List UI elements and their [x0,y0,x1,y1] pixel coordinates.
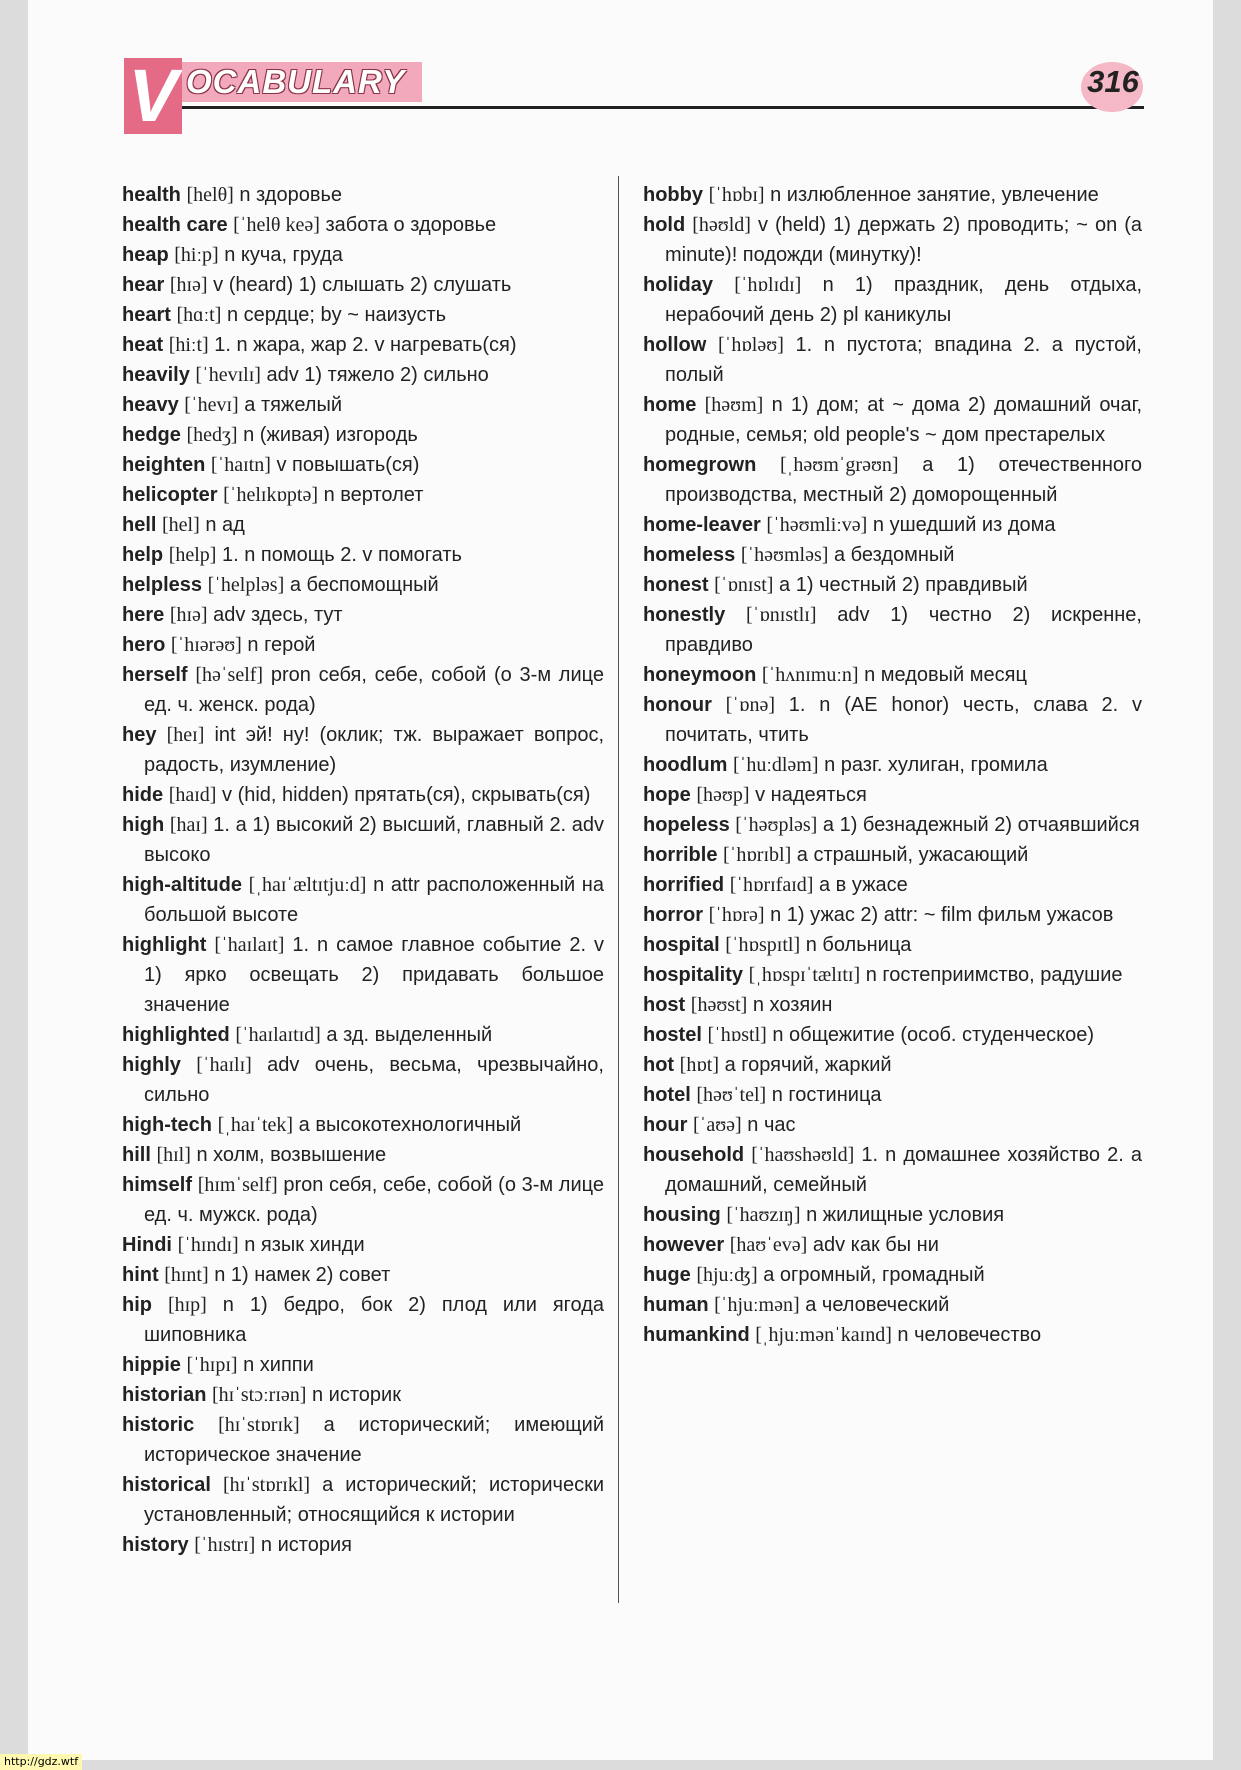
entry-transcription: [ˈhevɪlɪ] [195,364,261,386]
entry-headword: hide [122,784,164,806]
entry-definition: n больница [805,934,912,956]
entry-definition: n куча, груда [224,244,343,266]
entry-headword: honestly [643,604,726,626]
entry-definition: n 1) намек 2) совет [214,1264,391,1286]
entry-definition: a страшный, ужасающий [796,844,1029,866]
dictionary-entry [643,600,1142,660]
entry-headword: hotel [643,1084,691,1106]
entry-headword: homegrown [643,454,757,476]
dictionary-entry [122,450,604,480]
dictionary-entry [122,720,604,780]
page-number: 316 [1087,64,1139,99]
entry-transcription: [ˈhəʊmliːvə] [766,514,868,536]
entry-definition: n 1) бедро, бок 2) плод или ягода шиповника [144,1294,604,1346]
entry-transcription: [ˈhaɪlaɪt] [214,934,285,956]
dictionary-entry [122,420,604,450]
entry-headword: however [643,1234,725,1256]
entry-transcription: [help] [168,544,217,566]
vocabulary-logo-word: OCABULARY [186,63,406,100]
entry-headword: household [643,1144,745,1166]
entry-headword: hill [122,1144,151,1166]
entry-transcription: [hjuːʤ] [696,1264,758,1286]
dictionary-entry [122,300,604,330]
entry-transcription: [ˈhɪpɪ] [186,1354,238,1376]
dictionary-entry [643,1320,1142,1350]
dictionary-entry [643,1200,1142,1230]
dictionary-entry [122,1380,604,1410]
dictionary-entry [643,1260,1142,1290]
entry-definition: n хиппи [243,1354,314,1376]
dictionary-entry [643,390,1142,450]
entry-transcription: [hɪə] [169,274,208,296]
entry-definition: 1. n помощь 2. v помогать [222,544,462,566]
entry-definition: a высокотехнологичный [298,1114,522,1136]
dictionary-entry [122,630,604,660]
column-divider [618,176,619,1603]
entry-headword: humankind [643,1324,750,1346]
dictionary-entry [643,180,1142,210]
entry-transcription: [ˈhəʊmləs] [740,544,829,566]
entry-transcription: [həʊld] [692,214,751,236]
entry-transcription: [həʊst] [690,994,748,1016]
entry-transcription: [hɑːt] [176,304,222,326]
dictionary-entry [643,810,1142,840]
entry-transcription: [ˈhuːdləm] [733,754,819,776]
dictionary-entry [122,360,604,390]
entry-headword: historic [122,1414,195,1436]
entry-definition: 1. a 1) высокий 2) высший, главный 2. adv высоко [144,814,605,866]
entry-definition: n медовый месяц [864,664,1027,686]
entry-transcription: [hɪˈstɔːrɪən] [212,1384,307,1406]
entry-transcription: [ˈhelpləs] [207,574,285,596]
entry-transcription: [hel] [162,514,200,536]
entry-definition: забота о здоровье [325,214,497,236]
dictionary-entry [122,1140,604,1170]
entry-transcription: [ˈhʌnɪmuːn] [761,664,859,686]
entry-definition: n историк [311,1384,401,1406]
entry-transcription: [ˈhjuːmən] [714,1294,800,1316]
entry-headword: hear [122,274,165,296]
entry-transcription: [ˈhaʊshəʊld] [751,1144,855,1166]
entry-transcription: [hɪnt] [164,1264,209,1286]
dictionary-entry [122,180,604,210]
dictionary-entry [643,780,1142,810]
dictionary-entry [122,1170,604,1230]
entry-definition: v повышать(ся) [276,454,420,476]
entry-headword: Hindi [122,1234,172,1256]
entry-definition: n герой [247,634,316,656]
entry-headword: help [122,544,164,566]
entry-definition: n холм, возвышение [196,1144,387,1166]
entry-headword: helicopter [122,484,218,506]
dictionary-entry [643,1110,1142,1140]
entry-headword: hollow [643,334,707,356]
entry-definition: n ушедший из дома [872,514,1056,536]
entry-definition: adv как бы ни [812,1234,939,1256]
entry-transcription: [ˈhaɪlaɪtɪd] [235,1024,321,1046]
entry-transcription: [hɪmˈself] [197,1174,278,1196]
entry-headword: hobby [643,184,703,206]
entry-transcription: [ˈhaʊzɪŋ] [726,1204,801,1226]
entry-definition: n жилищные условия [806,1204,1005,1226]
dictionary-entry [643,1140,1142,1200]
entry-headword: hour [643,1114,688,1136]
entry-definition: n гостеприимство, радушие [865,964,1123,986]
entry-definition: n 1) праздник, день отдыха, нерабочий день 2) pl каникулы [665,274,1143,326]
entry-definition: a огромный, громадный [763,1264,985,1286]
dictionary-entry [122,540,604,570]
entry-headword: housing [643,1204,721,1226]
entry-headword: hell [122,514,157,536]
entry-definition: n излюбленное занятие, увлечение [770,184,1099,206]
entry-headword: hope [643,784,691,806]
vocabulary-logo-letter: V [124,58,182,134]
entry-transcription: [hɪˈstɒrɪk] [218,1414,300,1436]
dictionary-entry [122,1110,604,1140]
dictionary-entry [122,330,604,360]
entry-headword: horrible [643,844,718,866]
entry-definition: n 1) дом; at ~ дома 2) домашний очаг, родные, семья; old people's ~ дом престарелых [665,394,1143,446]
entry-transcription: [hedʒ] [186,424,238,446]
entry-definition: pron себя, себе, собой (о 3-м лице ед. ч. мужск. рода) [144,1174,604,1226]
entry-headword: heighten [122,454,206,476]
entry-definition: v (held) 1) держать 2) проводить; ~ on (a minute)! подожди (минутку)! [665,214,1142,266]
entry-transcription: [hɪˈstɒrɪkl] [222,1474,311,1496]
entry-transcription: [ˌhɒspɪˈtælɪtɪ] [748,964,861,986]
entry-transcription: [ˈhevɪ] [184,394,239,416]
entry-headword: horror [643,904,703,926]
entry-definition: adv здесь, тут [213,604,343,626]
dictionary-entry [122,780,604,810]
entry-definition: n (живая) изгородь [243,424,418,446]
entry-definition: a зд. выделенный [326,1024,493,1046]
entry-headword: heat [122,334,164,356]
dictionary-entry [643,690,1142,750]
entry-definition: n разг. хулиган, громила [824,754,1048,776]
entry-headword: highlighted [122,1024,230,1046]
entry-definition: pron себя, себе, собой (о 3-м лице ед. ч. женск. рода) [144,664,605,716]
entry-headword: hero [122,634,166,656]
entry-transcription: [ˈhɒlɪdɪ] [734,274,802,296]
dictionary-entry [122,240,604,270]
entry-definition: v надеяться [755,784,867,806]
entry-definition: n человечество [897,1324,1042,1346]
entry-transcription: [hiːt] [168,334,209,356]
entry-transcription: [ˌhəʊmˈgrəʊn] [780,454,899,476]
entry-transcription: [hɪə] [169,604,208,626]
header-rule [182,106,1144,109]
entry-transcription: [ˈhɒbɪ] [708,184,765,206]
entry-headword: himself [122,1174,193,1196]
dictionary-entry [122,1050,604,1110]
dictionary-entry [122,1230,604,1260]
dictionary-entry [122,1290,604,1350]
entry-headword: homeless [643,544,736,566]
entry-transcription: [ˈhɒrɪbl] [723,844,792,866]
dictionary-entry [122,810,604,870]
entry-transcription: [hiːp] [174,244,219,266]
entry-headword: historical [122,1474,211,1496]
dictionary-entry [643,1290,1142,1320]
dictionary-entry [643,660,1142,690]
entry-transcription: [haʊˈevə] [729,1234,808,1256]
entry-headword: hoodlum [643,754,728,776]
dictionary-entry [122,930,604,1020]
entry-headword: heavily [122,364,190,386]
dictionary-entry [122,1410,604,1470]
entry-headword: host [643,994,686,1016]
entry-transcription: [həˈself] [195,664,264,686]
entry-definition: 1. n самое главное событие 2. v 1) ярко освещать 2) придавать большое значение [144,934,605,1016]
entry-transcription: [ˈhaɪtn] [210,454,271,476]
footer-link[interactable]: http://gdz.wtf [0,1754,82,1770]
entry-definition: adv очень, весьма, чрезвычайно, сильно [144,1054,604,1106]
entry-definition: v (hid, hidden) прятать(ся), скрывать(ся) [222,784,591,806]
entry-transcription: [ˈɒnə] [725,694,775,716]
entry-definition: n 1) ужас 2) attr: ~ film фильм ужасов [770,904,1114,926]
entry-headword: historian [122,1384,207,1406]
entry-headword: hopeless [643,814,730,836]
entry-definition: n история [260,1534,352,1556]
entry-definition: n вертолет [323,484,424,506]
entry-headword: highly [122,1054,181,1076]
entry-definition: n ад [205,514,245,536]
entry-headword: herself [122,664,188,686]
entry-headword: home-leaver [643,514,761,536]
dictionary-entry [643,540,1142,570]
entry-definition: a горячий, жаркий [724,1054,892,1076]
dictionary-entry [122,270,604,300]
entry-headword: honeymoon [643,664,757,686]
entry-transcription: [ˌhaɪˈæltɪtjuːd] [248,874,367,896]
entry-definition: a 1) отечественного производства, местный 2) доморощенный [665,454,1142,506]
dictionary-entry [643,900,1142,930]
dictionary-entry [643,1020,1142,1050]
entry-headword: history [122,1534,189,1556]
dictionary-entry [643,450,1142,510]
dictionary-entry [122,1260,604,1290]
entry-headword: heart [122,304,171,326]
entry-definition: 1. n пустота; впадина 2. a пустой, полый [665,334,1142,386]
dictionary-entry [643,1050,1142,1080]
entry-headword: highlight [122,934,207,956]
dictionary-entry [643,510,1142,540]
entry-transcription: [ˈɒnɪstlɪ] [746,604,817,626]
left-column [122,180,604,1560]
dictionary-entry [122,570,604,600]
entry-definition: n здоровье [239,184,342,206]
entry-definition: a 1) безнадежный 2) отчаявшийся [822,814,1140,836]
entry-transcription: [haɪ] [169,814,208,836]
entry-definition: n хозяин [752,994,833,1016]
entry-headword: hold [643,214,686,236]
entry-transcription: [ˈhɒləʊ] [718,334,784,356]
entry-definition: a 1) честный 2) правдивый [779,574,1028,596]
dictionary-entry [122,1020,604,1050]
dictionary-entry [643,210,1142,270]
entry-headword: here [122,604,165,626]
entry-transcription: [ˈɒnɪst] [714,574,774,596]
entry-transcription: [haɪd] [168,784,217,806]
entry-transcription: [ˌhjuːmənˈkaɪnd] [755,1324,892,1346]
dictionary-entry [122,1530,604,1560]
entry-definition: a тяжелый [244,394,342,416]
dictionary-entry [122,1470,604,1530]
entry-transcription: [ˈhelɪkɒptə] [223,484,319,506]
dictionary-entry [122,1350,604,1380]
dictionary-entry [643,570,1142,600]
entry-transcription: [hɪl] [156,1144,191,1166]
entry-definition: 1. n (AE honor) честь, слава 2. v почитать, чтить [665,694,1142,746]
entry-definition: a в ужасе [819,874,908,896]
entry-headword: hippie [122,1354,181,1376]
dictionary-entry [643,750,1142,780]
entry-headword: holiday [643,274,714,296]
dictionary-entry [643,330,1142,390]
entry-transcription: [hɪp] [167,1294,207,1316]
entry-transcription: [ˈhɪstrɪ] [194,1534,256,1556]
dictionary-entry [643,870,1142,900]
entry-definition: n час [747,1114,796,1136]
entry-headword: hint [122,1264,159,1286]
entry-headword: high-altitude [122,874,242,896]
dictionary-entry [643,960,1142,990]
entry-definition: adv 1) честно 2) искренне, правдиво [665,604,1142,656]
dictionary-entry [643,1080,1142,1110]
entry-transcription: [ˈhəʊpləs] [735,814,818,836]
page-header [28,0,1213,140]
entry-transcription: [ˈaʊə] [693,1114,742,1136]
entry-transcription: [ˈhelθ keə] [233,214,320,236]
entry-definition: n attr расположенный на большой высоте [144,874,604,926]
dictionary-entry [643,270,1142,330]
dictionary-entry [122,660,604,720]
entry-definition: a человеческий [805,1294,950,1316]
entry-definition: v (heard) 1) слышать 2) слушать [213,274,512,296]
entry-definition: a бездомный [834,544,955,566]
entry-headword: high-tech [122,1114,212,1136]
entry-transcription: [heɪ] [166,724,205,746]
entry-transcription: [ˌhaɪˈtek] [217,1114,294,1136]
entry-transcription: [helθ] [186,184,234,206]
dictionary-entry [643,990,1142,1020]
dictionary-entry [122,480,604,510]
dictionary-entry [122,600,604,630]
entry-headword: hot [643,1054,675,1076]
entry-headword: human [643,1294,709,1316]
entry-headword: honour [643,694,712,716]
entry-transcription: [ˈhɒrə] [708,904,765,926]
entry-transcription: [həʊp] [696,784,750,806]
right-column [643,180,1142,1350]
entry-definition: n общежитие (особ. студенческое) [772,1024,1095,1046]
entry-headword: hospital [643,934,720,956]
entry-transcription: [ˈhɪndɪ] [177,1234,239,1256]
dictionary-entry [122,510,604,540]
entry-transcription: [ˈhaɪlɪ] [196,1054,252,1076]
entry-headword: hospitality [643,964,744,986]
entry-headword: hedge [122,424,181,446]
entry-definition: n язык хинди [244,1234,365,1256]
entry-headword: helpless [122,574,203,596]
entry-transcription: [ˈhɒstl] [707,1024,767,1046]
entry-headword: hostel [643,1024,702,1046]
dictionary-entry [643,1230,1142,1260]
entry-headword: home [643,394,697,416]
entry-headword: high [122,814,165,836]
entry-definition: adv 1) тяжело 2) сильно [266,364,489,386]
entry-transcription: [ˈhɪərəʊ] [170,634,242,656]
dictionary-entry [122,870,604,930]
entry-transcription: [həʊm] [704,394,764,416]
entry-transcription: [hɒt] [679,1054,719,1076]
entry-definition: a беспомощный [289,574,439,596]
entry-definition: a исторический; имеющий историческое значение [144,1414,604,1466]
dictionary-page [28,0,1213,1760]
entry-definition: n гостиница [771,1084,882,1106]
entry-headword: hey [122,724,157,746]
entry-definition: 1. n жара, жар 2. v нагревать(ся) [214,334,517,356]
entry-headword: health care [122,214,228,236]
entry-headword: health [122,184,181,206]
dictionary-entry [122,390,604,420]
dictionary-entry [643,840,1142,870]
entry-headword: honest [643,574,709,596]
entry-definition: 1. n домашнее хозяйство 2. a домашний, семейный [665,1144,1143,1196]
entry-definition: int эй! ну! (оклик; тж. выражает вопрос, радость, изумление) [144,724,605,776]
dictionary-entry [643,930,1142,960]
entry-definition: n сердце; by ~ наизусть [226,304,447,326]
entry-headword: huge [643,1264,691,1286]
entry-headword: heavy [122,394,179,416]
entry-transcription: [ˈhɒrɪfaɪd] [729,874,814,896]
entry-headword: horrified [643,874,725,896]
entry-transcription: [həʊˈtel] [696,1084,767,1106]
entry-headword: hip [122,1294,152,1316]
dictionary-entry [122,210,604,240]
entry-transcription: [ˈhɒspɪtl] [725,934,801,956]
entry-definition: a исторический; исторически установленный; относящийся к истории [144,1474,604,1526]
entry-headword: heap [122,244,169,266]
